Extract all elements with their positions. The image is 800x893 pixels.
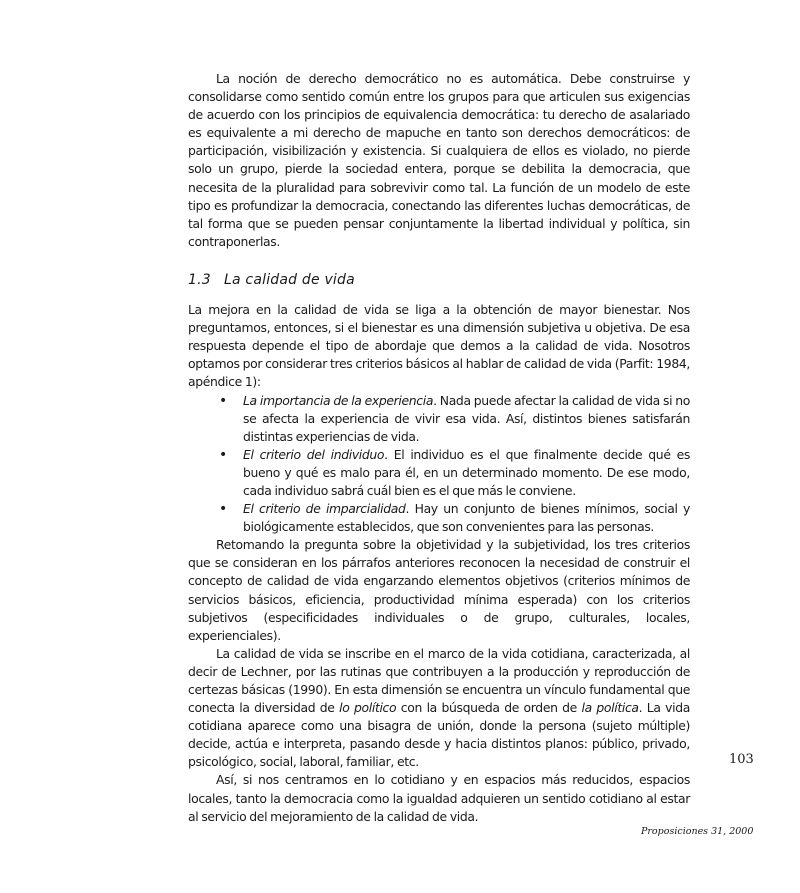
paragraph-1: La mejora en la calidad de vida se liga a la obtención de mayor bienestar. Nos preguntamos, entonces, si el bienestar es una dimensión subjetiva u objetiva. De esa respuesta depende el tipo de abordaje que demos a la calidad de vida. Nosotros optamos por considerar tres criterios básicos al hablar de calidad de vida (Parfit: 1984, apéndice 1): bbox=[188, 302, 690, 390]
criterion-title: El criterio de imparcialidad bbox=[243, 501, 406, 517]
criterion-text: . El individuo es el que finalmente decide qué es bueno y qué es malo para él, en un determinado momento. De ese modo, cada individuo sabrá cuál bien es el que más le conviene. bbox=[243, 446, 690, 498]
section-number: 1.3 bbox=[188, 271, 211, 288]
paragraph-4: Así, si nos centramos en lo cotidiano y en espacios más reducidos, espacios locales, tanto la democracia como la igualdad adquieren un sentido cotidiano al estar al servicio del mejoramiento de la calidad de vida. bbox=[188, 772, 690, 824]
emphasis-lo-politico: lo político bbox=[339, 700, 397, 716]
criteria-list bbox=[188, 392, 690, 537]
criterion-text: . Nada puede afectar la calidad de vida si no se afecta la experiencia de vivir esa vida. Así, distintos bienes satisfarán distintas experiencias de vida. bbox=[243, 392, 691, 444]
footer-citation: Proposiciones 31, 2000 bbox=[641, 826, 754, 837]
criterion-title: La importancia de la experiencia bbox=[243, 392, 434, 408]
list-item bbox=[243, 392, 690, 446]
paragraph-3 bbox=[188, 645, 690, 772]
criterion-text: . Hay un conjunto de bienes mínimos, social y biológicamente establecidos, que son convenientes para las personas. bbox=[243, 501, 691, 535]
paragraph-3-text: con la búsqueda de orden de bbox=[396, 700, 582, 716]
paragraph-3-text: La calidad de vida se inscribe en el marco de la vida cotidiana, caracterizada, al decir de Lechner, por las rutinas que contribuyen a la producción y reproducción de certezas básicas (1990). En esta dimensión se encuentra un vínculo fundamental que conecta la diversidad de bbox=[188, 645, 690, 716]
criterion-title: El criterio del individuo bbox=[243, 446, 385, 462]
list-item bbox=[243, 500, 690, 536]
page-number: 103 bbox=[729, 752, 754, 767]
emphasis-la-politica: la política bbox=[581, 700, 639, 716]
paragraph-intro: La noción de derecho democrático no es automática. Debe construirse y consolidarse como sentido común entre los grupos para que articulen sus exigencias de acuerdo con los principios de equivalencia democrática: tu derecho de asalariado es equivalente a mi derecho de mapuche en tanto son derechos democráticos: de participación, visibilización y existencia. Si cualquiera de ellos es violado, no pierde solo un grupo, pierde la sociedad entera, porque se debilita la democracia, que necesita de la pluralidad para sobrevivir como tal. La función de un modelo de este tipo es profundizar la democracia, conectando las diferentes luchas democráticas, de tal forma que se pueden pensar conjuntamente la libertad individual y política, sin contraponerlas. bbox=[188, 71, 690, 249]
body-text bbox=[188, 70, 690, 826]
list-item bbox=[243, 446, 690, 500]
section-heading bbox=[188, 271, 690, 289]
paragraph-2: Retomando la pregunta sobre la objetividad y la subjetividad, los tres criterios que se consideran en los párrafos anteriores reconocen la necesidad de construir el concepto de calidad de vida engarzando elementos objetivos (criterios mínimos de servicios básicos, eficiencia, productividad mínima esperada) con los criterios subjetivos (especificidades individuales o de grupo, culturales, locales, experienciales). bbox=[188, 537, 690, 643]
paragraph-3-text: . La vida cotidiana aparece como una bisagra de unión, donde la persona (sujeto múltiple) decide, actúa e interpreta, pasando desde y hacia distintos planos: público, privado, psicológico, social, laboral, familiar, etc. bbox=[188, 700, 690, 770]
section-title: La calidad de vida bbox=[224, 271, 355, 288]
